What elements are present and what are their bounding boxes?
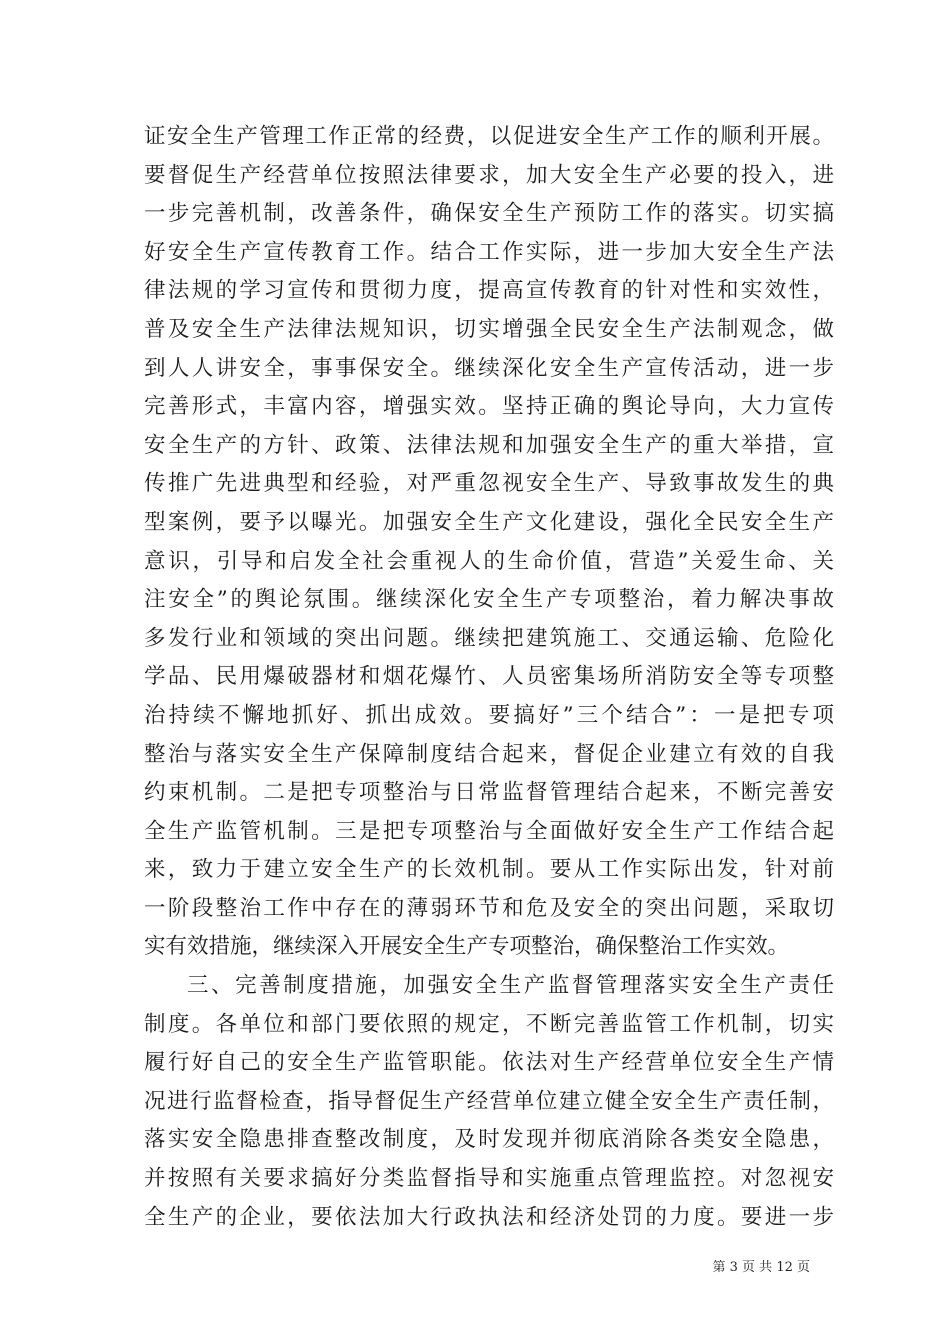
section-heading-line: 三、完善制度措施，加强安全生产监督管理落实安全生产责任 — [187, 973, 834, 999]
text-line: 完善形式，丰富内容，增强实效。坚持正确的舆论导向，大力宣传 — [144, 394, 834, 420]
text-line: 并按照有关要求搞好分类监督指导和实施重点管理监控。对忽视安 — [144, 1166, 834, 1192]
text-line: 普及安全生产法律法规知识，切实增强全民安全生产法制观念，做 — [144, 316, 834, 342]
text-line: 多发行业和领域的突出问题。继续把建筑施工、交通运输、危险化 — [144, 625, 834, 651]
text-line: 注安全”的舆论氛围。继续深化安全生产专项整治，着力解决事故 — [144, 587, 834, 613]
page-number-footer: 第 3 页 共 12 页 — [712, 1260, 810, 1275]
text-line: 全生产的企业，要依法加大行政执法和经济处罚的力度。要进一步 — [144, 1204, 834, 1230]
text-line: 履行好自己的安全生产监管职能。依法对生产经营单位安全生产情 — [144, 1050, 834, 1076]
text-line: 要督促生产经营单位按照法律要求，加大安全生产必要的投入，进 — [144, 162, 834, 188]
text-line: 治持续不懈地抓好、抓出成效。要搞好”三个结合”：一是把专项 — [144, 702, 834, 728]
text-line: 到人人讲安全，事事保安全。继续深化安全生产宣传活动，进一步 — [144, 355, 834, 381]
text-line: 证安全生产管理工作正常的经费，以促进安全生产工作的顺利开展。 — [144, 124, 834, 149]
text-line: 制度。各单位和部门要依照的规定，不断完善监管工作机制，切实 — [144, 1011, 834, 1037]
text-line: 一阶段整治工作中存在的薄弱环节和危及安全的突出问题，采取切 — [144, 895, 834, 921]
text-line: 意识，引导和启发全社会重视人的生命价值，营造”关爱生命、关 — [144, 548, 834, 574]
text-line: 约束机制。二是把专项整治与日常监督管理结合起来，不断完善安 — [144, 780, 834, 806]
text-line: 整治与落实安全生产保障制度结合起来，督促企业建立有效的自我 — [144, 741, 834, 767]
text-line: 律法规的学习宣传和贯彻力度，提高宣传教育的针对性和实效性， — [144, 278, 834, 304]
body-text — [144, 118, 834, 1237]
text-line: 来，致力于建立安全生产的长效机制。要从工作实际出发，针对前 — [144, 857, 834, 883]
text-line: 安全生产的方针、政策、法律法规和加强安全生产的重大举措，宣 — [144, 432, 834, 458]
text-line: 况进行监督检查，指导督促生产经营单位建立健全安全生产责任制， — [144, 1088, 834, 1114]
text-line: 全生产监管机制。三是把专项整治与全面做好安全生产工作结合起 — [144, 818, 834, 844]
text-line: 型案例，要予以曝光。加强安全生产文化建设，强化全民安全生产 — [144, 509, 834, 535]
text-line: 好安全生产宣传教育工作。结合工作实际，进一步加大安全生产法 — [144, 239, 834, 265]
text-line: 落实安全隐患排查整改制度，及时发现并彻底消除各类安全隐患， — [144, 1127, 834, 1153]
text-line: 学品、民用爆破器材和烟花爆竹、人员密集场所消防安全等专项整 — [144, 664, 834, 690]
text-line: 一步完善机制，改善条件，确保安全生产预防工作的落实。切实搞 — [144, 201, 834, 227]
text-line: 传推广先进典型和经验，对严重忽视安全生产、导致事故发生的典 — [144, 471, 834, 497]
paragraph-end-line: 实有效措施，继续深入开展安全生产专项整治，确保整治工作实效。 — [144, 934, 790, 960]
